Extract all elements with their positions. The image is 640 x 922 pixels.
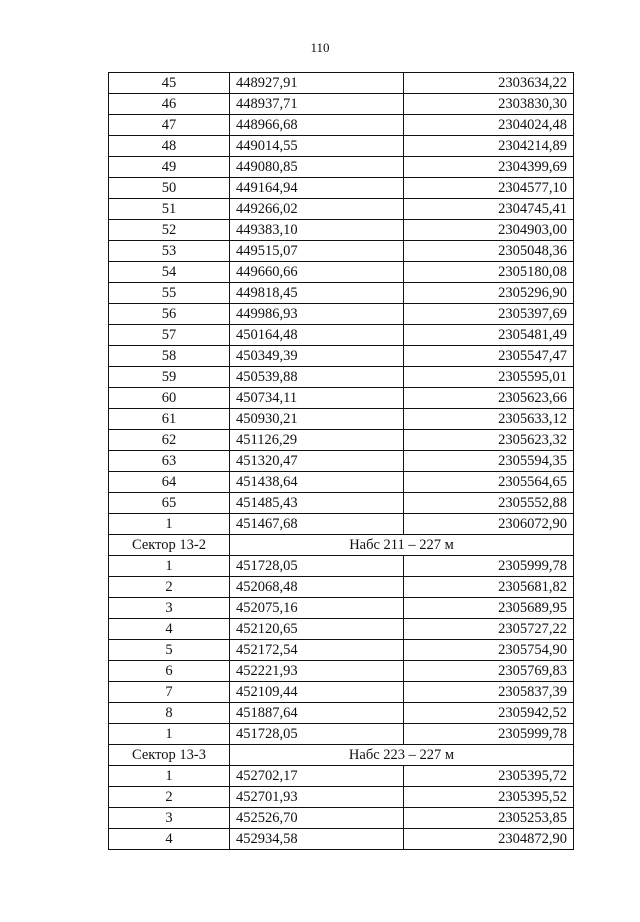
x-coordinate: 452701,93 bbox=[230, 787, 404, 808]
table-row bbox=[109, 157, 574, 178]
table-row bbox=[109, 703, 574, 724]
y-coordinate: 2305769,83 bbox=[404, 661, 574, 682]
point-number: 54 bbox=[109, 262, 230, 283]
point-number: 1 bbox=[109, 556, 230, 577]
point-number: 63 bbox=[109, 451, 230, 472]
sector-header-row bbox=[109, 745, 574, 766]
y-coordinate: 2305552,88 bbox=[404, 493, 574, 514]
y-coordinate: 2303830,30 bbox=[404, 94, 574, 115]
x-coordinate: 451728,05 bbox=[230, 724, 404, 745]
point-number: 49 bbox=[109, 157, 230, 178]
y-coordinate: 2305623,66 bbox=[404, 388, 574, 409]
point-number: 60 bbox=[109, 388, 230, 409]
table-row bbox=[109, 724, 574, 745]
point-number: 1 bbox=[109, 724, 230, 745]
x-coordinate: 450349,39 bbox=[230, 346, 404, 367]
table-row bbox=[109, 115, 574, 136]
table-row bbox=[109, 262, 574, 283]
x-coordinate: 450539,88 bbox=[230, 367, 404, 388]
y-coordinate: 2305296,90 bbox=[404, 283, 574, 304]
table-row bbox=[109, 283, 574, 304]
sector-header-row bbox=[109, 535, 574, 556]
point-number: 1 bbox=[109, 514, 230, 535]
table-row bbox=[109, 325, 574, 346]
y-coordinate: 2305999,78 bbox=[404, 556, 574, 577]
y-coordinate: 2304399,69 bbox=[404, 157, 574, 178]
y-coordinate: 2305942,52 bbox=[404, 703, 574, 724]
y-coordinate: 2304745,41 bbox=[404, 199, 574, 220]
table-row bbox=[109, 577, 574, 598]
sector-label: Сектор 13-3 bbox=[109, 745, 230, 766]
y-coordinate: 2303634,22 bbox=[404, 73, 574, 94]
y-coordinate: 2305595,01 bbox=[404, 367, 574, 388]
x-coordinate: 449660,66 bbox=[230, 262, 404, 283]
x-coordinate: 450930,21 bbox=[230, 409, 404, 430]
y-coordinate: 2305681,82 bbox=[404, 577, 574, 598]
point-number: 6 bbox=[109, 661, 230, 682]
y-coordinate: 2305754,90 bbox=[404, 640, 574, 661]
table-row bbox=[109, 787, 574, 808]
x-coordinate: 452120,65 bbox=[230, 619, 404, 640]
table-row bbox=[109, 808, 574, 829]
table-row bbox=[109, 388, 574, 409]
x-coordinate: 452172,54 bbox=[230, 640, 404, 661]
point-number: 51 bbox=[109, 199, 230, 220]
x-coordinate: 452934,58 bbox=[230, 829, 404, 850]
table-row bbox=[109, 94, 574, 115]
y-coordinate: 2305180,08 bbox=[404, 262, 574, 283]
x-coordinate: 452702,17 bbox=[230, 766, 404, 787]
point-number: 47 bbox=[109, 115, 230, 136]
x-coordinate: 452526,70 bbox=[230, 808, 404, 829]
x-coordinate: 451126,29 bbox=[230, 430, 404, 451]
point-number: 45 bbox=[109, 73, 230, 94]
y-coordinate: 2305727,22 bbox=[404, 619, 574, 640]
y-coordinate: 2305689,95 bbox=[404, 598, 574, 619]
x-coordinate: 452221,93 bbox=[230, 661, 404, 682]
table-row bbox=[109, 451, 574, 472]
table-row bbox=[109, 346, 574, 367]
x-coordinate: 452109,44 bbox=[230, 682, 404, 703]
x-coordinate: 448966,68 bbox=[230, 115, 404, 136]
table-row bbox=[109, 472, 574, 493]
x-coordinate: 449383,10 bbox=[230, 220, 404, 241]
sector-label: Сектор 13-2 bbox=[109, 535, 230, 556]
y-coordinate: 2304214,89 bbox=[404, 136, 574, 157]
point-number: 3 bbox=[109, 808, 230, 829]
point-number: 48 bbox=[109, 136, 230, 157]
table-row bbox=[109, 556, 574, 577]
y-coordinate: 2305623,32 bbox=[404, 430, 574, 451]
y-coordinate: 2305564,65 bbox=[404, 472, 574, 493]
point-number: 3 bbox=[109, 598, 230, 619]
x-coordinate: 449515,07 bbox=[230, 241, 404, 262]
table-row bbox=[109, 136, 574, 157]
table-row bbox=[109, 304, 574, 325]
x-coordinate: 451467,68 bbox=[230, 514, 404, 535]
x-coordinate: 452075,16 bbox=[230, 598, 404, 619]
table-row bbox=[109, 640, 574, 661]
x-coordinate: 448937,71 bbox=[230, 94, 404, 115]
table-row bbox=[109, 241, 574, 262]
point-number: 7 bbox=[109, 682, 230, 703]
x-coordinate: 449014,55 bbox=[230, 136, 404, 157]
coordinates-table bbox=[108, 72, 574, 850]
x-coordinate: 450164,48 bbox=[230, 325, 404, 346]
point-number: 4 bbox=[109, 619, 230, 640]
y-coordinate: 2305048,36 bbox=[404, 241, 574, 262]
x-coordinate: 452068,48 bbox=[230, 577, 404, 598]
point-number: 50 bbox=[109, 178, 230, 199]
x-coordinate: 449164,94 bbox=[230, 178, 404, 199]
y-coordinate: 2305395,72 bbox=[404, 766, 574, 787]
point-number: 61 bbox=[109, 409, 230, 430]
point-number: 2 bbox=[109, 577, 230, 598]
x-coordinate: 450734,11 bbox=[230, 388, 404, 409]
point-number: 4 bbox=[109, 829, 230, 850]
y-coordinate: 2305837,39 bbox=[404, 682, 574, 703]
x-coordinate: 451728,05 bbox=[230, 556, 404, 577]
point-number: 56 bbox=[109, 304, 230, 325]
y-coordinate: 2305397,69 bbox=[404, 304, 574, 325]
table-row bbox=[109, 682, 574, 703]
y-coordinate: 2305633,12 bbox=[404, 409, 574, 430]
table-row bbox=[109, 430, 574, 451]
table-row bbox=[109, 598, 574, 619]
point-number: 2 bbox=[109, 787, 230, 808]
sector-height-range: Набс 223 – 227 м bbox=[230, 745, 574, 766]
y-coordinate: 2305395,52 bbox=[404, 787, 574, 808]
y-coordinate: 2305253,85 bbox=[404, 808, 574, 829]
table-row bbox=[109, 178, 574, 199]
y-coordinate: 2304024,48 bbox=[404, 115, 574, 136]
y-coordinate: 2305481,49 bbox=[404, 325, 574, 346]
point-number: 55 bbox=[109, 283, 230, 304]
x-coordinate: 451438,64 bbox=[230, 472, 404, 493]
sector-height-range: Набс 211 – 227 м bbox=[230, 535, 574, 556]
x-coordinate: 451887,64 bbox=[230, 703, 404, 724]
coordinates-table-body bbox=[109, 73, 574, 850]
table-row bbox=[109, 619, 574, 640]
table-row bbox=[109, 766, 574, 787]
table-row bbox=[109, 514, 574, 535]
y-coordinate: 2304577,10 bbox=[404, 178, 574, 199]
table-row bbox=[109, 367, 574, 388]
page-number: 110 bbox=[310, 40, 330, 55]
table-row bbox=[109, 73, 574, 94]
x-coordinate: 449818,45 bbox=[230, 283, 404, 304]
point-number: 65 bbox=[109, 493, 230, 514]
y-coordinate: 2305547,47 bbox=[404, 346, 574, 367]
point-number: 58 bbox=[109, 346, 230, 367]
point-number: 5 bbox=[109, 640, 230, 661]
point-number: 57 bbox=[109, 325, 230, 346]
table-row bbox=[109, 661, 574, 682]
table-row bbox=[109, 199, 574, 220]
table-row bbox=[109, 220, 574, 241]
point-number: 59 bbox=[109, 367, 230, 388]
x-coordinate: 449266,02 bbox=[230, 199, 404, 220]
x-coordinate: 451485,43 bbox=[230, 493, 404, 514]
point-number: 46 bbox=[109, 94, 230, 115]
y-coordinate: 2304872,90 bbox=[404, 829, 574, 850]
x-coordinate: 448927,91 bbox=[230, 73, 404, 94]
x-coordinate: 449080,85 bbox=[230, 157, 404, 178]
y-coordinate: 2304903,00 bbox=[404, 220, 574, 241]
table-row bbox=[109, 829, 574, 850]
point-number: 53 bbox=[109, 241, 230, 262]
point-number: 52 bbox=[109, 220, 230, 241]
point-number: 62 bbox=[109, 430, 230, 451]
point-number: 1 bbox=[109, 766, 230, 787]
table-row bbox=[109, 493, 574, 514]
point-number: 64 bbox=[109, 472, 230, 493]
y-coordinate: 2306072,90 bbox=[404, 514, 574, 535]
x-coordinate: 449986,93 bbox=[230, 304, 404, 325]
y-coordinate: 2305594,35 bbox=[404, 451, 574, 472]
point-number: 8 bbox=[109, 703, 230, 724]
table-row bbox=[109, 409, 574, 430]
x-coordinate: 451320,47 bbox=[230, 451, 404, 472]
y-coordinate: 2305999,78 bbox=[404, 724, 574, 745]
